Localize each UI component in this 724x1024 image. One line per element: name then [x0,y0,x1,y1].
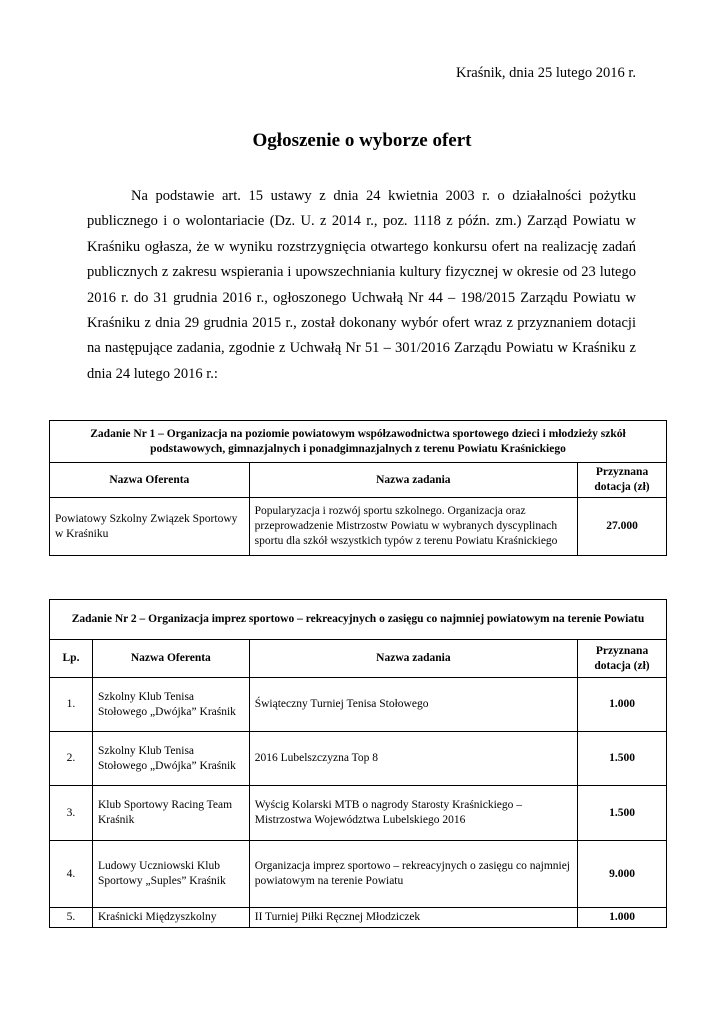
task-2-heading: Zadanie Nr 2 – Organizacja imprez sportowo – rekreacyjnych o zasięgu co najmniej powiatowym na terenie Powiatu [50,600,667,640]
zadanie-cell: 2016 Lubelszczyzna Top 8 [249,732,577,786]
intro-paragraph: Na podstawie art. 15 ustawy z dnia 24 kwietnia 2003 r. o działalności pożytku publicznego i o wolontariacie (Dz. U. z 2014 r., poz. 1118 z późn. zm.) Zarząd Powiatu w Kraśniku ogłasza, że w wyniku rozstrzygnięcia otwartego konkursu ofert na realizację zadań publicznych z zakresu wspierania i upowszechniania kultury fizycznej w okresie od 23 lutego 2016 r. do 31 grudnia 2016 r., ogłoszonego Uchwałą Nr 44 – 198/2015 Zarządu Powiatu w Kraśniku z dnia 29 grudnia 2015 r., został dokonany wybór ofert wraz z przyznaniem dotacji na następujące zadania, zgodnie z Uchwałą Nr 51 – 301/2016 Zarządu Powiatu w Kraśniku z dnia 24 lutego 2016 r.: [87,188,636,382]
zadanie-cell: Świąteczny Turniej Tenisa Stołowego [249,678,577,732]
dotacja-cell: 27.000 [578,498,667,556]
table-row [50,732,667,786]
column-header-oferent: Nazwa Oferenta [92,640,249,678]
oferent-cell: Powiatowy Szkolny Związek Sportowy w Kraśniku [50,498,250,556]
zadanie-cell: Wyścig Kolarski MTB o nagrody Starosty Kraśnickiego – Mistrzostwa Województwa Lubelskiego 2016 [249,786,577,841]
task-2-table [49,599,667,928]
dotacja-cell: 1.000 [578,678,667,732]
task-1-table [49,420,667,556]
oferent-cell: Szkolny Klub Tenisa Stołowego „Dwójka” Kraśnik [92,732,249,786]
column-header-dotacja: Przyznana dotacja (zł) [578,640,667,678]
date-line: Kraśnik, dnia 25 lutego 2016 r. [455,65,636,81]
task-1-heading: Zadanie Nr 1 – Organizacja na poziomie powiatowym współzawodnictwa sportowego dzieci i młodzieży szkół podstawowych, gimnazjalnych i ponadgimnazjalnych z terenu Powiatu Kraśnickiego [50,421,667,463]
column-header-zadanie: Nazwa zadania [249,640,577,678]
dotacja-cell: 1.000 [578,908,667,928]
oferent-cell: Szkolny Klub Tenisa Stołowego „Dwójka” Kraśnik [92,678,249,732]
lp-cell: 4. [50,841,93,908]
lp-cell: 1. [50,678,93,732]
column-header-oferent: Nazwa Oferenta [50,463,250,498]
table-row [50,498,667,556]
page-title: Ogłoszenie o wyborze ofert [252,130,472,151]
table-row [50,908,667,928]
oferent-cell: Ludowy Uczniowski Klub Sportowy „Suples” Kraśnik [92,841,249,908]
zadanie-cell: Organizacja imprez sportowo – rekreacyjnych o zasięgu co najmniej powiatowym na terenie Powiatu [249,841,577,908]
table-row [50,786,667,841]
column-header-lp: Lp. [50,640,93,678]
zadanie-cell: Popularyzacja i rozwój sportu szkolnego. Organizacja oraz przeprowadzenie Mistrzostw Powiatu w wybranych dyscyplinach sportu dla szkół wszystkich typów z terenu Powiatu Kraśnickiego [249,498,577,556]
lp-cell: 5. [50,908,93,928]
oferent-cell: Klub Sportowy Racing Team Kraśnik [92,786,249,841]
dotacja-cell: 1.500 [578,732,667,786]
lp-cell: 2. [50,732,93,786]
column-header-dotacja: Przyznana dotacja (zł) [578,463,667,498]
oferent-cell: Kraśnicki Międzyszkolny [92,908,249,928]
zadanie-cell: II Turniej Piłki Ręcznej Młodziczek [249,908,577,928]
column-header-zadanie: Nazwa zadania [249,463,577,498]
lp-cell: 3. [50,786,93,841]
dotacja-cell: 9.000 [578,841,667,908]
dotacja-cell: 1.500 [578,786,667,841]
table-row [50,678,667,732]
table-row [50,841,667,908]
